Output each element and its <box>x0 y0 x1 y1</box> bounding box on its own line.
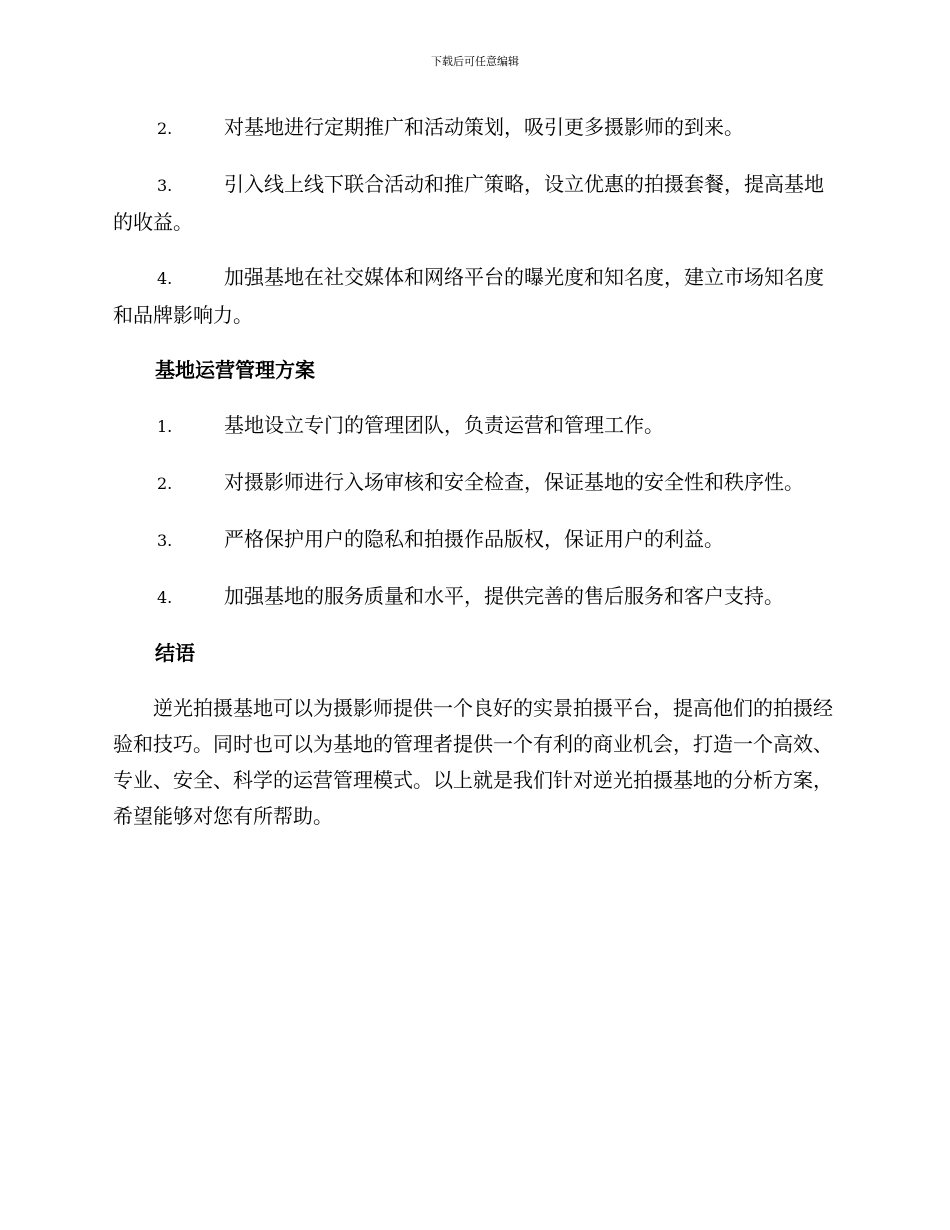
section-heading-operations: 基地运营管理方案 <box>155 358 315 382</box>
list-number: 4. <box>157 269 173 288</box>
list-text: 加强基地在社交媒体和网络平台的曝光度和知名度，建立市场知名度和品牌影响力。 <box>113 265 824 327</box>
list-item <box>113 521 835 559</box>
list-text: 严格保护用户的隐私和拍摄作品版权，保证用户的利益。 <box>224 527 724 551</box>
list-item <box>113 166 835 240</box>
conclusion-paragraph: 逆光拍摄基地可以为摄影师提供一个良好的实景拍摄平台，提高他们的拍摄经验和技巧。同时也可以为基地的管理者提供一个有利的商业机会，打造一个高效、专业、安全、科学的运营管理模式。以上就是我们针对逆光拍摄基地的分析方案，希望能够对您有所帮助。 <box>113 696 833 828</box>
list-number: 3. <box>157 176 173 195</box>
list-text: 对基地进行定期推广和活动策划，吸引更多摄影师的到来。 <box>224 115 744 139</box>
list-text: 引入线上线下联合活动和推广策略，设立优惠的拍摄套餐，提高基地的收益。 <box>113 172 824 234</box>
list-item <box>113 464 835 502</box>
document-body <box>113 109 835 834</box>
list-number: 4. <box>157 588 173 607</box>
page-header-note: 下载后可任意编辑 <box>431 55 519 68</box>
list-number: 2. <box>157 119 173 138</box>
list-item <box>113 578 835 616</box>
list-text: 基地设立专门的管理团队，负责运营和管理工作。 <box>224 413 664 437</box>
list-item <box>113 407 835 445</box>
list-number: 2. <box>157 474 173 493</box>
list-item <box>113 109 835 147</box>
list-item <box>113 259 835 333</box>
list-text: 加强基地的服务质量和水平，提供完善的售后服务和客户支持。 <box>224 584 784 608</box>
list-text: 对摄影师进行入场审核和安全检查，保证基地的安全性和秩序性。 <box>224 470 804 494</box>
list-number: 1. <box>157 417 173 436</box>
section-heading-conclusion: 结语 <box>155 641 195 665</box>
list-number: 3. <box>157 531 173 550</box>
